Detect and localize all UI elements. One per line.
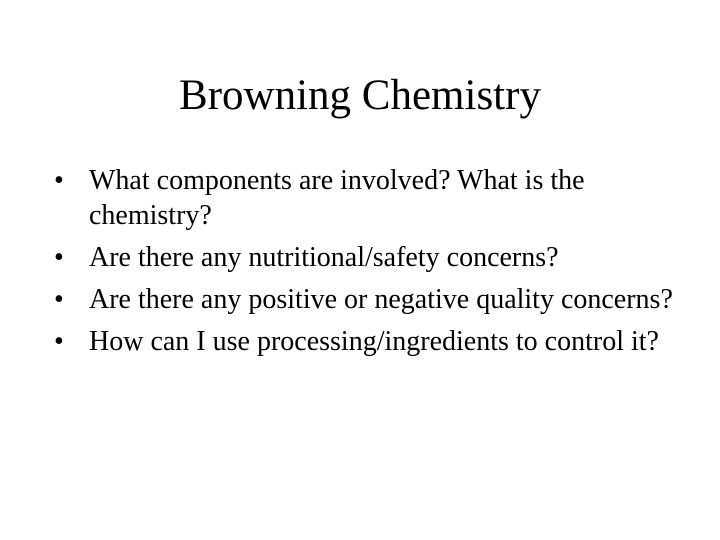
bullet-item-components xyxy=(54,163,674,233)
bullet-list xyxy=(54,163,674,366)
bullet-text: Are there any nutritional/safety concerns? xyxy=(89,242,559,273)
bullet-text: Are there any positive or negative quality concerns? xyxy=(89,284,673,315)
bullet-dot-icon: • xyxy=(54,165,64,196)
bullet-text: How can I use processing/ingredients to control it? xyxy=(89,326,659,357)
bullet-item-nutrition xyxy=(54,240,674,275)
bullet-text: What components are involved? What is the chemistry? xyxy=(89,165,585,231)
bullet-dot-icon: • xyxy=(54,242,64,273)
bullet-item-control xyxy=(54,324,674,359)
bullet-item-quality xyxy=(54,282,674,317)
bullet-dot-icon: • xyxy=(54,284,64,315)
slide-title: Browning Chemistry xyxy=(179,72,541,119)
bullet-dot-icon: • xyxy=(54,326,64,357)
